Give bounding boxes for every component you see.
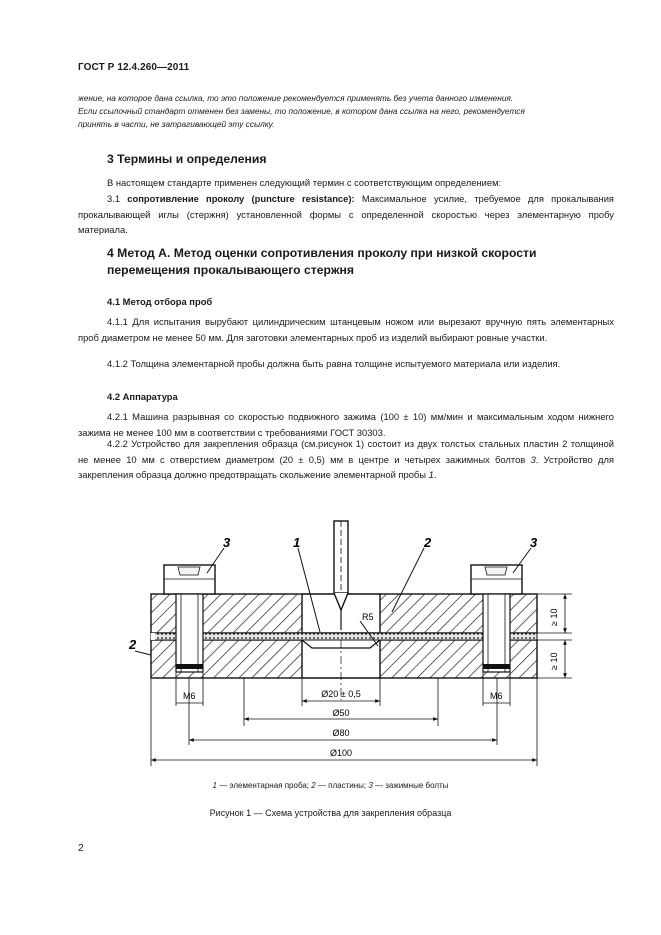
callout-2-top: 2 xyxy=(424,535,432,550)
dimension-80: Ø80 xyxy=(332,728,350,738)
note-line-3: принять в части, не затрагивающей эту ссылку. xyxy=(78,119,275,129)
bolt-left-size: M6 xyxy=(183,691,196,701)
figure-legend xyxy=(0,781,661,790)
dimension-100: Ø100 xyxy=(329,748,353,758)
section-4-title-line-1: 4 Метод А. Метод оценки сопротивления проколу при низкой скорости xyxy=(107,246,537,260)
bolt-right-size: M6 xyxy=(490,691,503,701)
legend-text-1: — элементарная проба; xyxy=(216,781,312,790)
paragraph-4-2-2-part-2: . Устройство для закрепления образца должно предотвращать скольжение элементарной пробы xyxy=(78,453,614,481)
legend-number-1: 1 xyxy=(212,781,217,790)
paragraph-4-1-1: 4.1.1 Для испытания вырубают цилиндрическим штанцевым ножом или вырезают вручную пять элементарных проб диаметром не менее 50 мм. Для заготовки элементарных проб из изделий выбирают ровные участки. xyxy=(78,316,614,343)
thickness-top: ≥ 10 xyxy=(549,608,559,626)
subsection-4-2-title: 4.2 Аппаратура xyxy=(107,391,178,402)
legend-number-3: 3 xyxy=(368,781,373,790)
term-number: 3.1 xyxy=(107,193,121,204)
radius-label: R5 xyxy=(362,612,374,622)
thickness-bottom: ≥ 10 xyxy=(549,652,559,670)
term-definition-text: Максимальное усилие, требуемое для прокалывания прокалывающей иглы (стержня) установленной формы с определенной скоростью через элементарную пробу материала. xyxy=(78,193,615,236)
legend-text-3: — зажимные болты xyxy=(372,781,449,790)
paragraph-4-2-2-part-1: 4.2.2 Устройство для закрепления образца (см.рисунок 1) состоит из двух толстых стальных пластин 2 толщиной не менее 10 мм с отверстием диаметром (20 ± 0,5) мм в центре и четырех зажимных болтов xyxy=(78,438,614,465)
puncture-rod xyxy=(334,521,348,630)
term-name: сопротивление проколу (puncture resistance): xyxy=(127,193,355,204)
section-4-title-line-2: перемещения прокалывающего стержня xyxy=(107,263,354,277)
callout-2-left: 2 xyxy=(129,637,137,652)
paragraph-4-1-2: 4.1.2 Толщина элементарной пробы должна быть равна толщине испытуемого материала или изделия. xyxy=(107,358,561,369)
note-line-2: Если ссылочный стандарт отменен без замены, то положение, в котором дана ссылка на него, рекомендуется xyxy=(78,106,525,116)
plate-gap-left xyxy=(151,633,155,640)
probe-reference: 1 xyxy=(428,469,434,481)
document-header: ГОСТ Р 12.4.260—2011 xyxy=(78,62,190,73)
bolt-reference: 3 xyxy=(530,453,536,465)
callout-3-right: 3 xyxy=(530,535,538,550)
dimension-hole: Ø20 ± 0,5 xyxy=(321,689,361,699)
figure-clamping-device xyxy=(0,510,661,775)
lower-plate xyxy=(151,640,537,678)
paragraph-4-2-1: 4.2.1 Машина разрывная со скоростью подвижного зажима (100 ± 10) мм/мин и максимальным ходом нижнего зажима не менее 100 мм в соответствии с требованиями ГОСТ 30303. xyxy=(78,411,614,438)
section-3-title: 3 Термины и определения xyxy=(107,152,267,166)
legend-text-2: — пластины; xyxy=(315,781,369,790)
legend-number-2: 2 xyxy=(311,781,316,790)
section-4-title xyxy=(107,245,607,279)
callout-3-left: 3 xyxy=(223,535,231,550)
dimension-50: Ø50 xyxy=(332,708,350,718)
paragraph-4-2-2 xyxy=(78,436,614,483)
paragraph-4-2-2-end: . xyxy=(433,469,437,481)
callout-1: 1 xyxy=(293,535,301,550)
sample-probe xyxy=(151,633,537,640)
section-3-intro: В настоящем стандарте применен следующий термин с соответствующим определением: xyxy=(107,177,502,188)
figure-caption: Рисунок 1 — Схема устройства для закрепления образца xyxy=(209,808,452,818)
term-definition xyxy=(78,191,614,238)
note-line-1: жение, на которое дана ссылка, то это положение рекомендуется применять без учета данного изменения. xyxy=(78,93,514,103)
page-number: 2 xyxy=(78,843,84,854)
subsection-4-1-title: 4.1 Метод отбора проб xyxy=(107,296,213,307)
